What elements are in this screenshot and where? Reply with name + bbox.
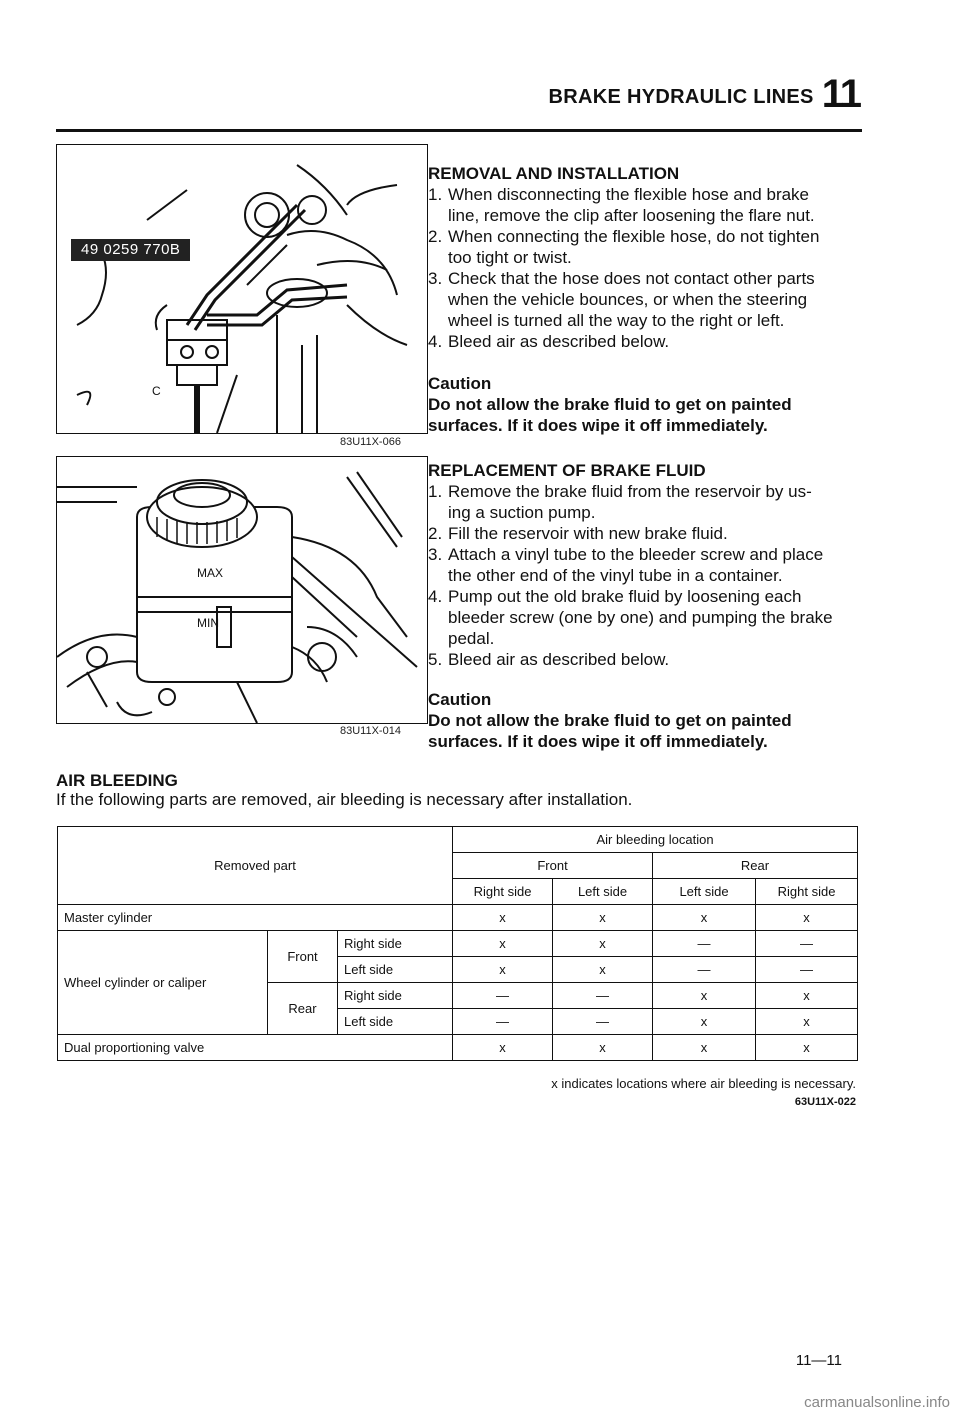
row-label-right-side: Right side [338, 931, 453, 957]
step-number: 4. [428, 332, 443, 351]
step-text: ing a suction pump. [448, 503, 596, 522]
step-number: 2. [428, 524, 443, 543]
removal-step [428, 331, 868, 352]
step-number: 5. [428, 650, 443, 669]
row-label-master-cylinder: Master cylinder [58, 905, 453, 931]
table-cell: x [553, 957, 653, 983]
removal-caution-heading: Caution [428, 374, 492, 393]
replacement-steps [428, 481, 868, 670]
site-watermark: carmanualsonline.info [804, 1394, 950, 1411]
replacement-step [428, 544, 868, 586]
removal-step [428, 268, 868, 331]
table-cell: x [653, 1035, 756, 1061]
table-cell: x [756, 983, 858, 1009]
page-header-title: BRAKE HYDRAULIC LINES [548, 86, 814, 108]
step-text: When connecting the flexible hose, do not tighten [448, 227, 820, 246]
step-number: 4. [428, 587, 443, 606]
table-cell: x [653, 983, 756, 1009]
replacement-step [428, 586, 868, 649]
replacement-step [428, 481, 868, 523]
table-cell: x [756, 905, 858, 931]
header-rear-left-side: Left side [653, 879, 756, 905]
header-air-bleeding-location: Air bleeding location [453, 827, 858, 853]
header-front-left-side: Left side [553, 879, 653, 905]
figure-1-code: 83U11X-066 [340, 436, 401, 448]
step-text: Remove the brake fluid from the reservoir by us- [448, 482, 812, 501]
table-cell: — [653, 931, 756, 957]
table-cell: x [453, 957, 553, 983]
table-cell: x [653, 905, 756, 931]
step-text: Bleed air as described below. [448, 650, 670, 669]
step-text: when the vehicle bounces, or when the steering [448, 290, 808, 309]
step-number: 3. [428, 545, 443, 564]
removal-caution-line: surfaces. If it does wipe it off immediately. [428, 416, 768, 435]
figure-brake-line-illustration [56, 144, 428, 434]
table-cell: — [453, 1009, 553, 1035]
row-label-dual-proportioning-valve: Dual proportioning valve [58, 1035, 453, 1061]
table-cell: x [553, 931, 653, 957]
table-cell: — [756, 931, 858, 957]
table-cell: x [553, 905, 653, 931]
reservoir-drawing [57, 457, 427, 723]
step-text: Attach a vinyl tube to the bleeder screw and place [448, 545, 824, 564]
row-label-front: Front [268, 931, 338, 983]
row-label-rear: Rear [268, 983, 338, 1035]
table-cell: x [553, 1035, 653, 1061]
step-text: line, remove the clip after loosening the flare nut. [448, 206, 815, 225]
row-label-wheel-cylinder: Wheel cylinder or caliper [58, 931, 268, 1035]
row-label-left-side: Left side [338, 957, 453, 983]
air-bleeding-heading: AIR BLEEDING [56, 771, 178, 790]
step-text: Check that the hose does not contact other parts [448, 269, 815, 288]
header-rear-right-side: Right side [756, 879, 858, 905]
step-text: too tight or twist. [448, 248, 572, 267]
figure-reservoir-illustration [56, 456, 428, 724]
removal-heading: REMOVAL AND INSTALLATION [428, 164, 680, 183]
step-number: 1. [428, 482, 443, 501]
row-label-right-side: Right side [338, 983, 453, 1009]
replacement-caution-line: surfaces. If it does wipe it off immediately. [428, 732, 768, 751]
table-footnote: x indicates locations where air bleeding is necessary. [551, 1076, 856, 1091]
header-removed-part: Removed part [58, 827, 453, 905]
removal-step [428, 226, 868, 268]
table-cell: x [453, 905, 553, 931]
replacement-heading: REPLACEMENT OF BRAKE FLUID [428, 461, 706, 480]
table-cell: — [553, 983, 653, 1009]
row-label-left-side: Left side [338, 1009, 453, 1035]
replacement-step [428, 649, 868, 670]
figure-2-code: 83U11X-014 [340, 725, 401, 737]
removal-steps [428, 184, 868, 352]
table-row [58, 905, 858, 931]
table-row [58, 931, 858, 957]
table-row [58, 1035, 858, 1061]
replacement-caution-line: Do not allow the brake fluid to get on painted [428, 711, 792, 730]
table-cell: — [653, 957, 756, 983]
header-rule [56, 129, 862, 132]
step-text: pedal. [448, 629, 495, 648]
table-cell: — [453, 983, 553, 1009]
svg-text:MAX: MAX [197, 566, 224, 580]
table-cell: — [756, 957, 858, 983]
table-header-row [58, 827, 858, 853]
air-bleeding-table [57, 826, 858, 1061]
table-cell: x [756, 1009, 858, 1035]
svg-text:C: C [152, 384, 161, 398]
table-cell: x [756, 1035, 858, 1061]
chapter-number: 11 [821, 72, 860, 116]
brake-line-drawing [57, 145, 427, 433]
step-number: 1. [428, 185, 443, 204]
svg-text:MIN: MIN [197, 616, 219, 630]
step-number: 2. [428, 227, 443, 246]
air-bleeding-intro: If the following parts are removed, air bleeding is necessary after installation. [56, 790, 633, 809]
step-text: bleeder screw (one by one) and pumping the brake [448, 608, 833, 627]
header-front-right-side: Right side [453, 879, 553, 905]
table-figure-code: 63U11X-022 [794, 1096, 856, 1108]
step-text: the other end of the vinyl tube in a container. [448, 566, 783, 585]
replacement-caution-heading: Caution [428, 690, 492, 709]
tool-part-number-label: 49 0259 770B [71, 239, 190, 261]
removal-caution-line: Do not allow the brake fluid to get on painted [428, 395, 792, 414]
table-cell: x [653, 1009, 756, 1035]
table-cell: — [553, 1009, 653, 1035]
table-cell: x [453, 1035, 553, 1061]
page-number: 11—11 [795, 1352, 842, 1369]
step-text: wheel is turned all the way to the right or left. [448, 311, 785, 330]
step-number: 3. [428, 269, 443, 288]
step-text: Fill the reservoir with new brake fluid. [448, 524, 728, 543]
step-text: Pump out the old brake fluid by loosening each [448, 587, 802, 606]
replacement-step [428, 523, 868, 544]
replacement-section [428, 461, 868, 752]
removal-step [428, 184, 868, 226]
removal-section [428, 164, 868, 436]
step-text: When disconnecting the flexible hose and brake [448, 185, 810, 204]
table-cell: x [453, 931, 553, 957]
step-text: Bleed air as described below. [448, 332, 670, 351]
header-rear: Rear [653, 853, 858, 879]
header-front: Front [453, 853, 653, 879]
